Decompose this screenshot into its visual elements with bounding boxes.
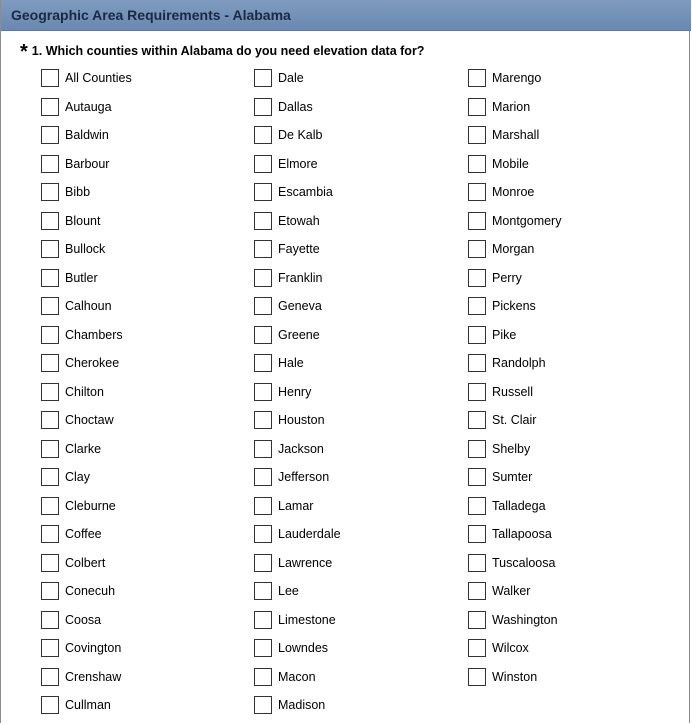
checkbox[interactable] bbox=[468, 269, 486, 287]
checkbox-label[interactable]: Escambia bbox=[278, 185, 333, 199]
checkbox[interactable] bbox=[254, 639, 272, 657]
county-option[interactable] bbox=[254, 611, 454, 640]
checkbox[interactable] bbox=[41, 269, 59, 287]
county-option[interactable] bbox=[41, 696, 241, 725]
checkbox[interactable] bbox=[41, 126, 59, 144]
checkbox-label[interactable]: Franklin bbox=[278, 270, 323, 285]
checkbox-label[interactable]: Colbert bbox=[65, 555, 106, 570]
checkbox[interactable] bbox=[468, 411, 486, 429]
county-options bbox=[41, 69, 681, 723]
checkbox[interactable] bbox=[468, 582, 486, 600]
checkbox[interactable] bbox=[254, 611, 272, 629]
county-option[interactable] bbox=[468, 497, 668, 526]
county-option[interactable] bbox=[41, 468, 241, 497]
checkbox-label[interactable]: Dale bbox=[278, 71, 304, 85]
checkbox[interactable] bbox=[468, 354, 486, 372]
checkbox[interactable] bbox=[41, 639, 59, 657]
county-option[interactable] bbox=[41, 582, 241, 611]
checkbox[interactable] bbox=[254, 326, 272, 344]
checkbox-label[interactable]: Tuscaloosa bbox=[492, 555, 556, 570]
county-option[interactable] bbox=[254, 554, 454, 583]
checkbox[interactable] bbox=[41, 69, 59, 87]
county-option[interactable] bbox=[468, 639, 668, 668]
county-option[interactable] bbox=[254, 440, 454, 469]
checkbox[interactable] bbox=[468, 98, 486, 116]
checkbox-label[interactable]: Pike bbox=[492, 327, 517, 342]
checkbox[interactable] bbox=[254, 354, 272, 372]
checkbox[interactable] bbox=[41, 554, 59, 572]
checkbox-label[interactable]: Sumter bbox=[492, 470, 533, 484]
checkbox[interactable] bbox=[41, 212, 59, 230]
county-option[interactable] bbox=[41, 411, 241, 440]
checkbox[interactable] bbox=[468, 440, 486, 458]
checkbox-label[interactable]: Jackson bbox=[278, 441, 324, 456]
checkbox-label[interactable]: Monroe bbox=[492, 185, 535, 199]
county-option[interactable] bbox=[41, 383, 241, 412]
checkbox-label[interactable]: Greene bbox=[278, 327, 320, 342]
checkbox-label[interactable]: Shelby bbox=[492, 441, 531, 456]
checkbox-label[interactable]: Tallapoosa bbox=[492, 527, 552, 541]
county-option[interactable] bbox=[254, 497, 454, 526]
checkbox[interactable] bbox=[468, 240, 486, 258]
county-option[interactable] bbox=[41, 155, 241, 184]
checkbox-label[interactable]: Geneva bbox=[278, 299, 322, 313]
checkbox-label[interactable]: Cleburne bbox=[65, 498, 116, 513]
county-option[interactable] bbox=[41, 354, 241, 383]
county-option[interactable] bbox=[254, 183, 454, 212]
checkbox[interactable] bbox=[254, 212, 272, 230]
checkbox-label[interactable]: Walker bbox=[492, 584, 531, 598]
checkbox[interactable] bbox=[41, 582, 59, 600]
checkbox[interactable] bbox=[41, 497, 59, 515]
checkbox[interactable] bbox=[254, 525, 272, 543]
options-column-1 bbox=[41, 69, 241, 725]
checkbox-label[interactable]: Talladega bbox=[492, 498, 546, 513]
county-option[interactable] bbox=[468, 269, 668, 298]
checkbox-label[interactable]: Lowndes bbox=[278, 641, 329, 655]
checkbox[interactable] bbox=[468, 326, 486, 344]
checkbox-label[interactable]: Chambers bbox=[65, 327, 123, 342]
checkbox-label[interactable]: Calhoun bbox=[65, 299, 112, 313]
checkbox[interactable] bbox=[41, 297, 59, 315]
checkbox[interactable] bbox=[41, 668, 59, 686]
checkbox-label[interactable]: Lawrence bbox=[278, 555, 333, 570]
checkbox-label[interactable]: All Counties bbox=[65, 71, 132, 85]
county-option[interactable] bbox=[468, 468, 668, 497]
county-option[interactable] bbox=[254, 155, 454, 184]
checkbox[interactable] bbox=[254, 440, 272, 458]
checkbox-label[interactable]: Russell bbox=[492, 384, 533, 399]
county-option[interactable] bbox=[41, 525, 241, 554]
checkbox-label[interactable]: De Kalb bbox=[278, 128, 323, 142]
checkbox[interactable] bbox=[41, 468, 59, 486]
checkbox-label[interactable]: St. Clair bbox=[492, 413, 537, 427]
checkbox[interactable] bbox=[41, 326, 59, 344]
checkbox[interactable] bbox=[254, 240, 272, 258]
checkbox[interactable] bbox=[468, 212, 486, 230]
checkbox-label[interactable]: Bibb bbox=[65, 185, 91, 199]
checkbox[interactable] bbox=[254, 554, 272, 572]
checkbox[interactable] bbox=[468, 639, 486, 657]
checkbox-label[interactable]: Limestone bbox=[278, 612, 336, 627]
options-column-3 bbox=[468, 69, 668, 696]
checkbox-label[interactable]: Marshall bbox=[492, 128, 540, 142]
checkbox-label[interactable]: Elmore bbox=[278, 156, 318, 171]
checkbox-label[interactable]: Wilcox bbox=[492, 641, 529, 655]
checkbox[interactable] bbox=[468, 297, 486, 315]
county-option[interactable] bbox=[468, 611, 668, 640]
checkbox-label[interactable]: Barbour bbox=[65, 156, 110, 171]
checkbox-label[interactable]: Butler bbox=[65, 270, 98, 285]
county-option[interactable] bbox=[468, 326, 668, 355]
county-option[interactable] bbox=[254, 69, 454, 98]
checkbox[interactable] bbox=[254, 468, 272, 486]
county-option[interactable] bbox=[468, 354, 668, 383]
checkbox-label[interactable]: Lee bbox=[278, 584, 299, 598]
county-option[interactable] bbox=[41, 554, 241, 583]
county-option[interactable] bbox=[468, 440, 668, 469]
checkbox[interactable] bbox=[254, 411, 272, 429]
checkbox-label[interactable]: Winston bbox=[492, 669, 538, 684]
county-option[interactable] bbox=[41, 212, 241, 241]
county-option[interactable] bbox=[254, 240, 454, 269]
checkbox-label[interactable]: Perry bbox=[492, 270, 522, 285]
checkbox-label[interactable]: Morgan bbox=[492, 242, 535, 256]
checkbox[interactable] bbox=[254, 383, 272, 401]
county-option[interactable] bbox=[41, 183, 241, 212]
county-option[interactable] bbox=[41, 126, 241, 155]
checkbox[interactable] bbox=[254, 297, 272, 315]
question-title bbox=[20, 41, 424, 62]
checkbox[interactable] bbox=[254, 183, 272, 201]
county-option[interactable] bbox=[41, 497, 241, 526]
section-header: Geographic Area Requirements - Alabama bbox=[1, 0, 691, 31]
checkbox[interactable] bbox=[41, 383, 59, 401]
checkbox[interactable] bbox=[41, 696, 59, 714]
county-option[interactable] bbox=[468, 69, 668, 98]
checkbox-label[interactable]: Chilton bbox=[65, 384, 104, 399]
checkbox-label[interactable]: Choctaw bbox=[65, 413, 114, 427]
county-option[interactable] bbox=[468, 212, 668, 241]
checkbox[interactable] bbox=[254, 155, 272, 173]
county-option[interactable] bbox=[41, 269, 241, 298]
checkbox-label[interactable]: Macon bbox=[278, 669, 316, 684]
county-option[interactable] bbox=[254, 297, 454, 326]
county-option[interactable] bbox=[41, 240, 241, 269]
checkbox[interactable] bbox=[468, 611, 486, 629]
checkbox[interactable] bbox=[254, 668, 272, 686]
checkbox-label[interactable]: Mobile bbox=[492, 156, 529, 171]
county-option[interactable] bbox=[468, 183, 668, 212]
county-option[interactable] bbox=[468, 126, 668, 155]
checkbox-label[interactable]: Marion bbox=[492, 99, 531, 114]
checkbox[interactable] bbox=[468, 668, 486, 686]
checkbox[interactable] bbox=[41, 183, 59, 201]
checkbox-label[interactable]: Hale bbox=[278, 356, 304, 370]
county-option[interactable] bbox=[254, 411, 454, 440]
county-option[interactable] bbox=[254, 383, 454, 412]
checkbox-label[interactable]: Cherokee bbox=[65, 356, 120, 370]
checkbox-label[interactable]: Covington bbox=[65, 641, 122, 655]
county-option[interactable] bbox=[41, 639, 241, 668]
county-option[interactable] bbox=[468, 525, 668, 554]
county-option[interactable] bbox=[41, 297, 241, 326]
county-option[interactable] bbox=[254, 269, 454, 298]
checkbox[interactable] bbox=[254, 126, 272, 144]
county-option[interactable] bbox=[41, 69, 241, 98]
checkbox-label[interactable]: Clay bbox=[65, 470, 91, 484]
county-option[interactable] bbox=[41, 326, 241, 355]
checkbox[interactable] bbox=[254, 582, 272, 600]
county-option[interactable] bbox=[254, 696, 454, 725]
checkbox[interactable] bbox=[254, 69, 272, 87]
checkbox-label[interactable]: Cullman bbox=[65, 698, 111, 712]
county-option[interactable] bbox=[468, 411, 668, 440]
required-asterisk: * bbox=[20, 41, 28, 63]
checkbox-label[interactable]: Coosa bbox=[65, 612, 102, 627]
county-option[interactable] bbox=[468, 240, 668, 269]
county-option[interactable] bbox=[254, 639, 454, 668]
checkbox-label[interactable]: Houston bbox=[278, 413, 325, 427]
county-option[interactable] bbox=[254, 468, 454, 497]
checkbox[interactable] bbox=[468, 126, 486, 144]
checkbox[interactable] bbox=[41, 98, 59, 116]
checkbox[interactable] bbox=[254, 696, 272, 714]
county-option[interactable] bbox=[254, 212, 454, 241]
checkbox[interactable] bbox=[41, 354, 59, 372]
county-option[interactable] bbox=[468, 554, 668, 583]
county-option[interactable] bbox=[468, 582, 668, 611]
checkbox-label[interactable]: Lamar bbox=[278, 498, 314, 513]
checkbox-label[interactable]: Etowah bbox=[278, 213, 320, 228]
county-option[interactable] bbox=[468, 155, 668, 184]
county-option[interactable] bbox=[468, 668, 668, 697]
county-option[interactable] bbox=[254, 326, 454, 355]
checkbox-label[interactable]: Fayette bbox=[278, 242, 320, 256]
checkbox-label[interactable]: Washington bbox=[492, 612, 558, 627]
checkbox[interactable] bbox=[468, 383, 486, 401]
county-option[interactable] bbox=[254, 98, 454, 127]
county-option[interactable] bbox=[468, 383, 668, 412]
county-option[interactable] bbox=[41, 611, 241, 640]
checkbox[interactable] bbox=[254, 497, 272, 515]
county-option[interactable] bbox=[468, 98, 668, 127]
county-option[interactable] bbox=[254, 525, 454, 554]
checkbox[interactable] bbox=[468, 554, 486, 572]
checkbox[interactable] bbox=[254, 98, 272, 116]
checkbox[interactable] bbox=[468, 69, 486, 87]
checkbox-label[interactable]: Pickens bbox=[492, 299, 536, 313]
checkbox[interactable] bbox=[468, 155, 486, 173]
checkbox[interactable] bbox=[41, 411, 59, 429]
checkbox[interactable] bbox=[468, 183, 486, 201]
county-option[interactable] bbox=[254, 668, 454, 697]
checkbox[interactable] bbox=[41, 611, 59, 629]
checkbox[interactable] bbox=[468, 497, 486, 515]
checkbox-label[interactable]: Conecuh bbox=[65, 584, 116, 598]
checkbox-label[interactable]: Bullock bbox=[65, 242, 106, 256]
checkbox[interactable] bbox=[41, 440, 59, 458]
county-option[interactable] bbox=[254, 354, 454, 383]
county-option[interactable] bbox=[41, 668, 241, 697]
county-option[interactable] bbox=[41, 440, 241, 469]
checkbox-label[interactable]: Coffee bbox=[65, 527, 102, 541]
question-text: 1. Which counties within Alabama do you need elevation data for? bbox=[31, 44, 425, 58]
checkbox[interactable] bbox=[468, 468, 486, 486]
checkbox-label[interactable]: Marengo bbox=[492, 71, 542, 85]
checkbox-label[interactable]: Henry bbox=[278, 384, 312, 399]
county-option[interactable] bbox=[254, 582, 454, 611]
county-option[interactable] bbox=[41, 98, 241, 127]
checkbox-label[interactable]: Randolph bbox=[492, 356, 546, 370]
checkbox[interactable] bbox=[41, 240, 59, 258]
checkbox-label[interactable]: Montgomery bbox=[492, 213, 562, 228]
checkbox-label[interactable]: Blount bbox=[65, 213, 101, 228]
checkbox-label[interactable]: Clarke bbox=[65, 441, 102, 456]
checkbox[interactable] bbox=[41, 525, 59, 543]
checkbox[interactable] bbox=[41, 155, 59, 173]
checkbox-label[interactable]: Madison bbox=[278, 698, 326, 712]
checkbox-label[interactable]: Jefferson bbox=[278, 470, 330, 484]
checkbox-label[interactable]: Dallas bbox=[278, 99, 313, 114]
checkbox-label[interactable]: Lauderdale bbox=[278, 527, 341, 541]
options-column-2 bbox=[254, 69, 454, 725]
county-option[interactable] bbox=[254, 126, 454, 155]
checkbox-label[interactable]: Baldwin bbox=[65, 128, 109, 142]
checkbox[interactable] bbox=[468, 525, 486, 543]
checkbox-label[interactable]: Autauga bbox=[65, 99, 112, 114]
checkbox[interactable] bbox=[254, 269, 272, 287]
county-option[interactable] bbox=[468, 297, 668, 326]
checkbox-label[interactable]: Crenshaw bbox=[65, 669, 122, 684]
